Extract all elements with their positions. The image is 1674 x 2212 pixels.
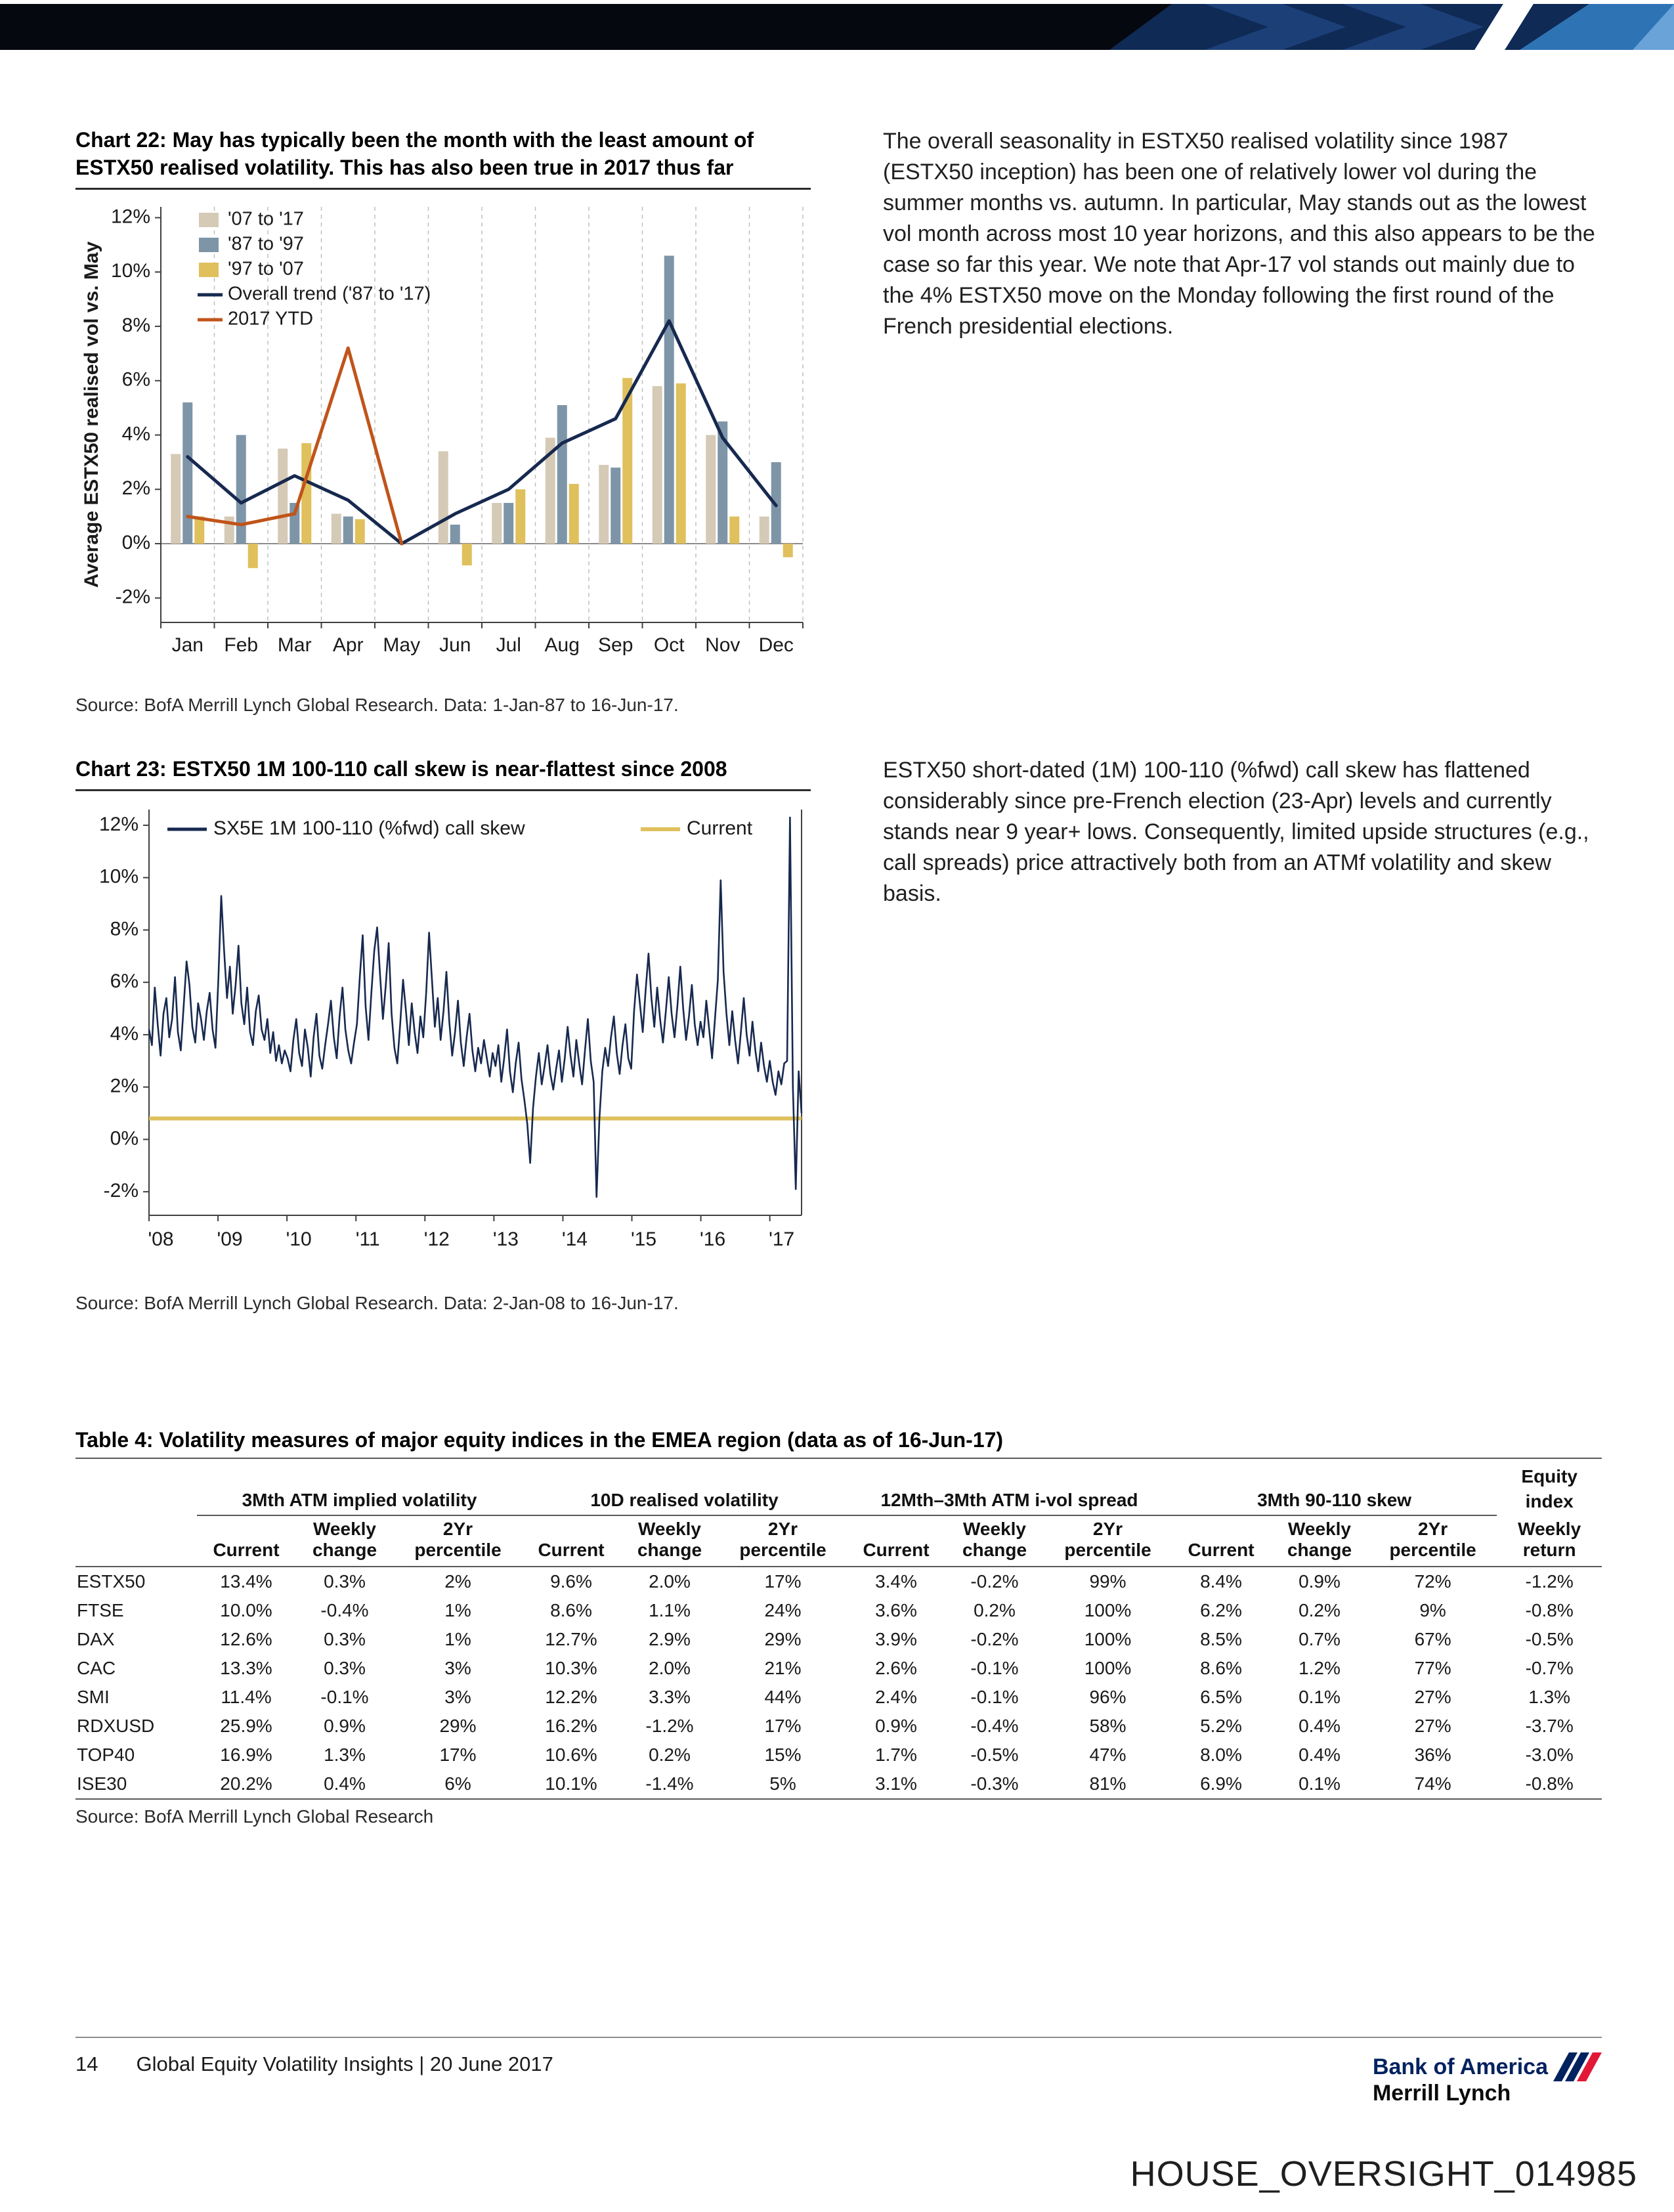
subheader-current: Current [847, 1515, 945, 1567]
table-cell: -1.4% [645, 1773, 694, 1794]
table-row [75, 1741, 1602, 1769]
table-cell: 2.4% [875, 1687, 917, 1707]
index-label: ESTX50 [77, 1571, 146, 1592]
table-cell: 11.4% [221, 1687, 272, 1707]
section-call-skew [75, 755, 1602, 1314]
svg-text:'09: '09 [217, 1228, 243, 1250]
table-cell: 2% [444, 1571, 471, 1592]
table4-title: Table 4: Volatility measures of major equity indices in the EMEA region (data as of 16-Jun-17) [75, 1428, 1602, 1459]
svg-text:'16: '16 [700, 1228, 726, 1250]
table-cell: 20.2% [220, 1773, 272, 1794]
table-cell: 17% [764, 1571, 802, 1592]
table-cell: 2.6% [875, 1658, 917, 1678]
chart22-block [75, 126, 811, 716]
svg-text:4%: 4% [110, 1022, 139, 1045]
header-banner [0, 4, 1674, 50]
svg-text:6%: 6% [121, 368, 150, 391]
svg-text:'10: '10 [286, 1228, 312, 1250]
table-cell: 0.4% [324, 1773, 366, 1794]
group-header-ivol-spread: 12Mth–3Mth ATM i-vol spread [847, 1487, 1172, 1515]
table-cell: 24% [764, 1600, 802, 1620]
table-header-group-row [75, 1487, 1602, 1515]
group-header-realised-vol: 10D realised volatility [522, 1487, 847, 1515]
table-cell: 3.6% [875, 1600, 917, 1620]
table-cell: 15% [764, 1745, 802, 1765]
subheader-percentile: 2Yr percentile [1369, 1515, 1497, 1567]
group-header-skew: 3Mth 90-110 skew [1172, 1487, 1497, 1515]
table-cell: 0.9% [875, 1716, 917, 1736]
chart23-title: Chart 23: ESTX50 1M 100-110 call skew is near-flattest since 2008 [75, 755, 811, 791]
table-cell: 100% [1084, 1600, 1132, 1620]
footer [75, 2037, 1602, 2105]
table-row [75, 1625, 1602, 1654]
table-cell: 2.9% [649, 1629, 691, 1649]
table4-block [75, 1428, 1602, 1827]
table-cell: 2.0% [649, 1571, 691, 1592]
svg-text:2%: 2% [110, 1075, 139, 1097]
table-cell: 10.0% [220, 1600, 272, 1620]
subheader-current: Current [1172, 1515, 1270, 1567]
svg-text:Apr: Apr [332, 634, 364, 656]
subheader-percentile: 2Yr percentile [719, 1515, 847, 1567]
subheader-percentile: 2Yr percentile [394, 1515, 522, 1567]
svg-text:-2%: -2% [103, 1180, 139, 1202]
table-cell: 3% [444, 1658, 471, 1678]
table-cell: 29% [439, 1716, 477, 1736]
svg-text:May: May [383, 634, 421, 656]
table-cell: -0.4% [320, 1600, 369, 1620]
page-number: 14 [75, 2052, 98, 2075]
table-cell: 6.9% [1200, 1773, 1242, 1794]
table-cell: 1.2% [1298, 1658, 1341, 1678]
svg-text:Sep: Sep [598, 634, 633, 656]
table-cell: 1.1% [649, 1600, 691, 1620]
footer-left [75, 2052, 553, 2076]
table-cell: 12.2% [545, 1687, 597, 1707]
table-cell: -0.1% [970, 1687, 1019, 1707]
volatility-table [75, 1460, 1602, 1800]
table-cell: 1% [444, 1629, 471, 1649]
table-cell: 10.1% [545, 1773, 597, 1794]
seasonality-text-column [883, 126, 1602, 716]
brand-bank-of-america: Bank of America [1372, 2054, 1548, 2079]
index-label: TOP40 [77, 1745, 135, 1765]
table-cell: 21% [764, 1658, 802, 1678]
table-row [75, 1769, 1602, 1799]
svg-text:6%: 6% [110, 970, 139, 993]
table-cell: 0.4% [1298, 1716, 1341, 1736]
table-cell: 74% [1414, 1773, 1451, 1794]
table-cell: 0.3% [324, 1658, 366, 1678]
svg-text:Mar: Mar [277, 634, 312, 656]
table-cell: -0.5% [1525, 1629, 1574, 1649]
svg-text:Nov: Nov [705, 634, 740, 656]
svg-text:'11: '11 [355, 1228, 380, 1250]
table-cell: -1.2% [645, 1716, 694, 1736]
table-cell: 3.1% [875, 1773, 917, 1794]
table-cell: -0.1% [970, 1658, 1019, 1678]
table-cell: 36% [1414, 1745, 1451, 1765]
table-header-equity-row [75, 1460, 1602, 1487]
svg-text:'17: '17 [769, 1228, 795, 1250]
table-cell: 77% [1414, 1658, 1451, 1678]
svg-text:10%: 10% [98, 865, 139, 888]
table-cell: 29% [764, 1629, 802, 1649]
table-cell: -3.0% [1525, 1745, 1574, 1765]
table-cell: 13.3% [220, 1658, 272, 1678]
svg-text:Average ESTX50 realised vol vs: Average ESTX50 realised vol vs. May [81, 241, 102, 588]
table-cell: 0.2% [649, 1745, 691, 1765]
table-cell: 17% [764, 1716, 802, 1736]
table-cell: 12.6% [220, 1629, 272, 1649]
table-cell: -0.8% [1525, 1773, 1574, 1794]
table-cell: 10.6% [545, 1745, 597, 1765]
table-cell: -3.7% [1525, 1716, 1574, 1736]
table-cell: 3.4% [875, 1571, 917, 1592]
table-cell: 96% [1089, 1687, 1127, 1707]
table-cell: 0.2% [1298, 1600, 1341, 1620]
svg-text:'97 to '07: '97 to '07 [228, 258, 304, 280]
table-cell: 44% [764, 1687, 802, 1707]
svg-text:10%: 10% [110, 260, 150, 282]
table-cell: 67% [1414, 1629, 1451, 1649]
table-cell: 47% [1089, 1745, 1127, 1765]
table4-source: Source: BofA Merrill Lynch Global Research [75, 1806, 434, 1827]
table-cell: 1.3% [1528, 1687, 1571, 1707]
table-cell: 1.3% [324, 1745, 366, 1765]
table-cell: 72% [1414, 1571, 1451, 1592]
table-cell: 6% [444, 1773, 471, 1794]
table-cell: 0.9% [324, 1716, 366, 1736]
subheader-weekly-change: Weekly change [945, 1515, 1044, 1567]
svg-text:Jun: Jun [439, 634, 471, 656]
table-cell: 0.3% [324, 1571, 366, 1592]
svg-text:Aug: Aug [544, 634, 580, 656]
table-cell: 100% [1084, 1658, 1132, 1678]
table-cell: 99% [1089, 1571, 1127, 1592]
table-cell: 1.7% [875, 1745, 917, 1765]
table-row [75, 1596, 1602, 1625]
svg-text:0%: 0% [121, 531, 150, 553]
table-cell: 8.6% [1200, 1658, 1242, 1678]
svg-text:'15: '15 [630, 1228, 657, 1250]
table-cell: 0.2% [974, 1600, 1016, 1620]
subheader-percentile: 2Yr percentile [1044, 1515, 1172, 1567]
subheader-weekly-change: Weekly change [620, 1515, 719, 1567]
table-cell: 3.3% [649, 1687, 691, 1707]
table-cell: -0.5% [970, 1745, 1019, 1765]
table-cell: 27% [1414, 1687, 1451, 1707]
table-cell: 9.6% [550, 1571, 592, 1592]
table-cell: 3.9% [875, 1629, 917, 1649]
table-cell: 16.9% [220, 1745, 272, 1765]
equity-header-line1: Equity [1521, 1466, 1577, 1486]
table-cell: -0.3% [970, 1773, 1019, 1794]
svg-text:'13: '13 [492, 1228, 519, 1250]
table-cell: 0.9% [1298, 1571, 1341, 1592]
svg-text:4%: 4% [121, 423, 150, 445]
svg-text:2017 YTD: 2017 YTD [228, 308, 314, 330]
table-cell: -1.2% [1525, 1571, 1574, 1592]
table-cell: 0.3% [324, 1629, 366, 1649]
svg-text:Oct: Oct [653, 634, 685, 656]
footer-title: Global Equity Volatility Insights | 20 June 2017 [136, 2052, 553, 2075]
table-cell: 8.6% [550, 1600, 592, 1620]
skew-text-column [883, 755, 1602, 1314]
table-cell: 25.9% [220, 1716, 272, 1736]
svg-text:Jan: Jan [171, 634, 204, 656]
table-cell: 5.2% [1200, 1716, 1242, 1736]
chart23-block [75, 755, 811, 1314]
table-cell: 6.2% [1200, 1600, 1242, 1620]
subheader-current: Current [522, 1515, 620, 1567]
svg-text:Dec: Dec [758, 634, 794, 656]
table-row [75, 1683, 1602, 1712]
index-label: ISE30 [77, 1773, 127, 1794]
seasonality-paragraph: The overall seasonality in ESTX50 realised volatility since 1987 (ESTX50 inception) has been one of relatively lower vol during the summer months vs. autumn. In particular, May stands out as the lowest vol month across most 10 year horizons, and this also appears to be the case so far this year. We note that Apr-17 vol stands out mainly due to the 4% ESTX50 move on the Monday following the first round of the French presidential elections. [883, 129, 1595, 339]
table-cell: 0.1% [1298, 1773, 1341, 1794]
table-cell: 9% [1419, 1600, 1446, 1620]
subheader-current: Current [197, 1515, 295, 1567]
table-cell: -0.2% [970, 1571, 1019, 1592]
chart22-title: Chart 22: May has typically been the month with the least amount of ESTX50 realised volatility. This has also been true in 2017 thus far [75, 126, 811, 190]
svg-text:Current: Current [687, 817, 753, 839]
svg-text:'14: '14 [561, 1228, 588, 1250]
table-cell: 8.5% [1200, 1629, 1242, 1649]
skew-paragraph: ESTX50 short-dated (1M) 100-110 (%fwd) call skew has flattened considerably since pre-French election (23-Apr) levels and currently stands near 9 year+ lows. Consequently, limited upside structures (e.g., call spreads) price attractively both from an ATMf volatility and skew basis. [883, 758, 1589, 906]
index-label: FTSE [77, 1600, 124, 1620]
section-seasonality [75, 126, 1602, 716]
svg-text:SX5E 1M 100-110 (%fwd) call sk: SX5E 1M 100-110 (%fwd) call skew [213, 817, 525, 839]
subheader-weekly-change: Weekly change [1270, 1515, 1369, 1567]
table-cell: 58% [1089, 1716, 1127, 1736]
svg-text:8%: 8% [110, 918, 139, 940]
chart22-figure [75, 199, 811, 688]
table-row [75, 1712, 1602, 1741]
chart22-source: Source: BofA Merrill Lynch Global Research. Data: 1-Jan-87 to 16-Jun-17. [75, 695, 679, 715]
svg-text:'07 to '17: '07 to '17 [228, 208, 304, 230]
svg-text:'87 to '97: '87 to '97 [228, 233, 304, 255]
table-cell: 16.2% [545, 1716, 597, 1736]
bates-stamp: HOUSE_OVERSIGHT_014985 [1130, 2154, 1637, 2194]
table-cell: 2.0% [649, 1658, 691, 1678]
table-row [75, 1654, 1602, 1683]
table-cell: 5% [769, 1773, 796, 1794]
svg-text:0%: 0% [110, 1127, 139, 1150]
table-cell: 1% [444, 1600, 471, 1620]
index-label: DAX [77, 1629, 115, 1649]
table-cell: 8.0% [1200, 1745, 1242, 1765]
table-row [75, 1567, 1602, 1596]
table-cell: 8.4% [1200, 1571, 1242, 1592]
svg-text:12%: 12% [110, 206, 150, 228]
bofa-flag-icon [1553, 2052, 1602, 2081]
brand-merrill-lynch: Merrill Lynch [1372, 2081, 1511, 2106]
table-cell: 6.5% [1200, 1687, 1242, 1707]
table-cell: -0.2% [970, 1629, 1019, 1649]
table-cell: 81% [1089, 1773, 1127, 1794]
chart23-figure [75, 800, 811, 1286]
svg-text:Overall trend ('87 to '17): Overall trend ('87 to '17) [228, 283, 431, 305]
index-label: RDXUSD [77, 1716, 155, 1736]
group-header-implied-vol: 3Mth ATM implied volatility [197, 1487, 522, 1515]
svg-text:8%: 8% [121, 314, 150, 336]
table-header-sub-row [75, 1515, 1602, 1567]
svg-text:'12: '12 [423, 1228, 450, 1250]
table-cell: -0.4% [970, 1716, 1019, 1736]
table-cell: 27% [1414, 1716, 1451, 1736]
svg-text:12%: 12% [98, 813, 139, 835]
svg-text:Feb: Feb [224, 634, 259, 656]
subheader-weekly-change: Weekly change [295, 1515, 394, 1567]
svg-text:'08: '08 [148, 1228, 174, 1250]
table-cell: 0.4% [1298, 1745, 1341, 1765]
index-label: CAC [77, 1658, 116, 1678]
table-cell: -0.7% [1525, 1658, 1574, 1678]
table-cell: 100% [1084, 1629, 1132, 1649]
equity-header-line2: index [1525, 1490, 1574, 1511]
table-cell: 0.7% [1298, 1629, 1341, 1649]
subheader-weekly-return: Weekly return [1497, 1515, 1602, 1567]
index-label: SMI [77, 1687, 110, 1707]
table-cell: -0.8% [1525, 1600, 1574, 1620]
table-cell: -0.1% [320, 1687, 369, 1707]
table-cell: 17% [439, 1745, 477, 1765]
chart23-source: Source: BofA Merrill Lynch Global Research. Data: 2-Jan-08 to 16-Jun-17. [75, 1293, 679, 1313]
table-cell: 12.7% [545, 1629, 597, 1649]
table-cell: 13.4% [220, 1571, 272, 1592]
svg-text:Jul: Jul [496, 634, 521, 656]
bofa-logo [1373, 2052, 1602, 2105]
svg-text:-2%: -2% [115, 586, 150, 608]
table-cell: 0.1% [1298, 1687, 1341, 1707]
table-cell: 10.3% [545, 1658, 597, 1678]
svg-text:2%: 2% [121, 477, 150, 500]
table-cell: 3% [444, 1687, 471, 1707]
